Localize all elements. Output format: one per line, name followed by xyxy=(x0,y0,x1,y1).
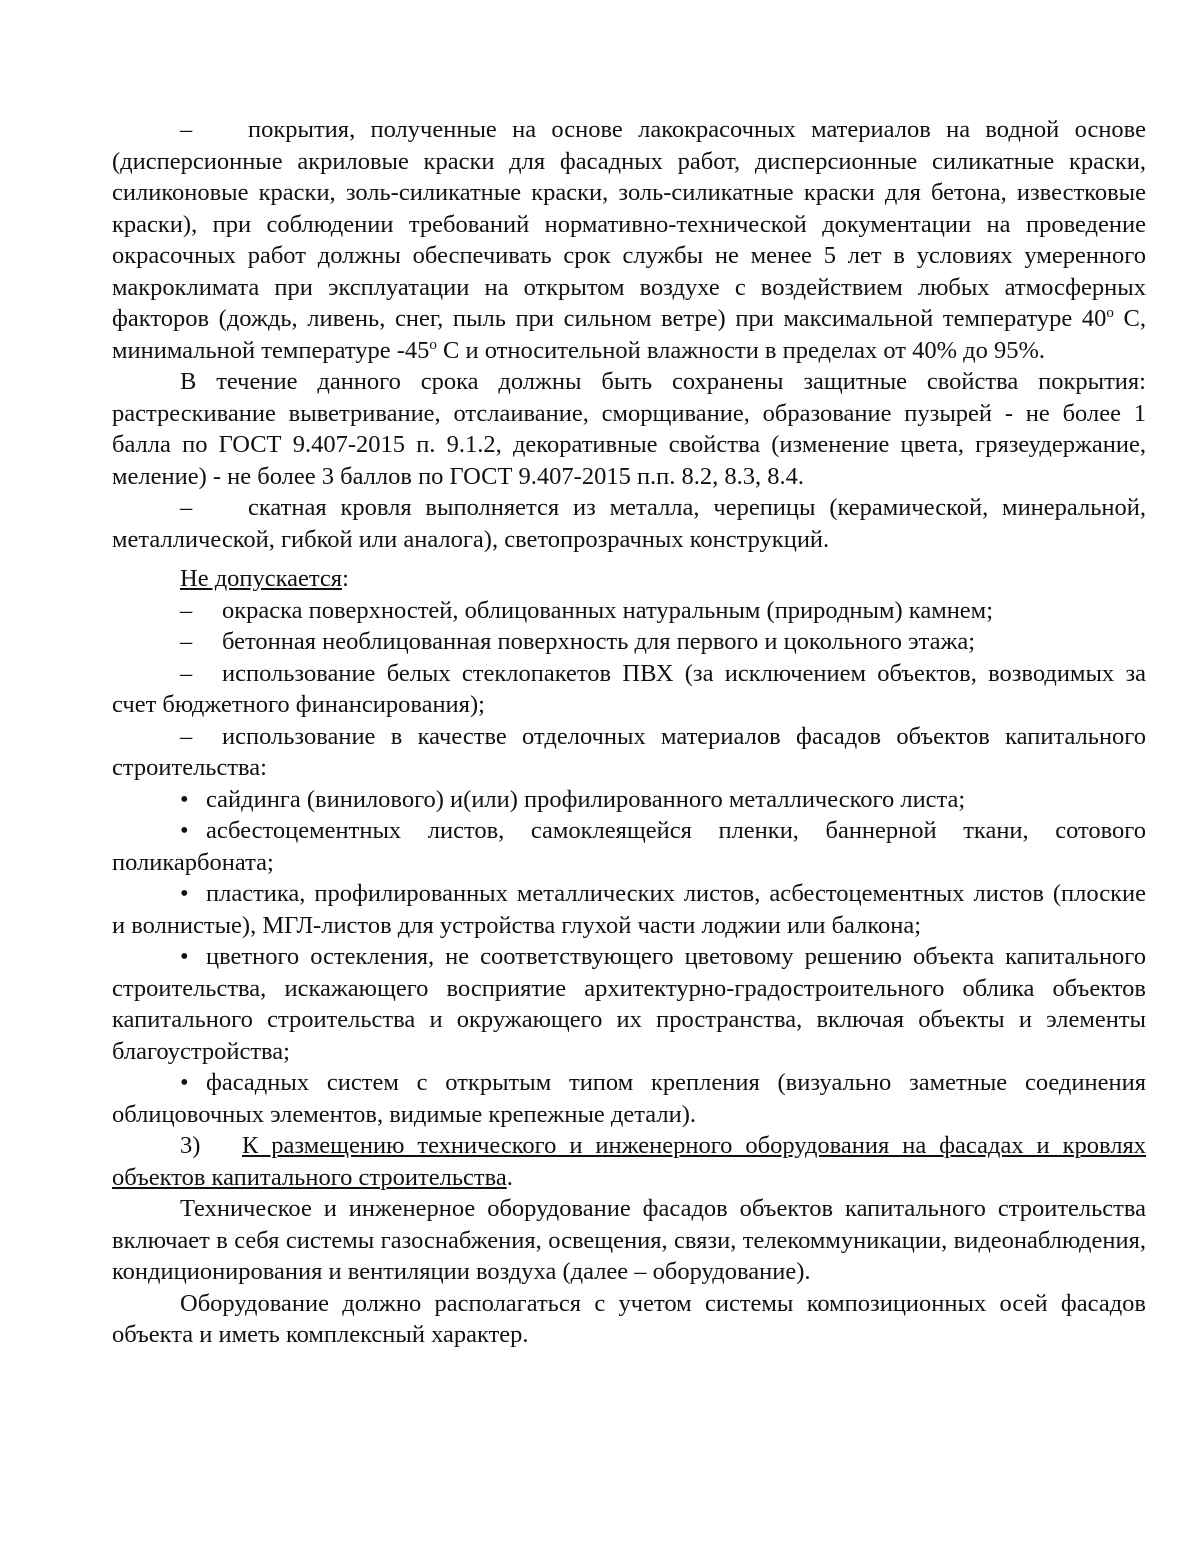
bullet-item: • сайдинга (винилового) и(или) профилированного металлического листа; xyxy=(112,784,1146,816)
bullet-item: • фасадных систем с открытым типом крепления (визуально заметные соединения облицовочных элементов, видимые крепежные детали). xyxy=(112,1069,1146,1128)
document-page xyxy=(112,114,1146,1351)
bullet-icon: • xyxy=(180,1069,189,1096)
list-item: – использование в качестве отделочных материалов фасадов объектов капитального строительства: xyxy=(112,722,1146,781)
bullet-item: • асбестоцементных листов, самоклеящейся пленки, баннерной ткани, сотового поликарбоната; xyxy=(112,817,1146,876)
section-heading-3: 3) К размещению технического и инженерного оборудования на фасадах и кровлях объектов капитального строительства. xyxy=(112,1132,1146,1191)
paragraph-protective-properties: В течение данного срока должны быть сохранены защитные свойства покрытия: растрескивание выветривание, отслаивание, сморщивание, образование пузырей - не более 1 балла по ГОСТ 9.407-2015 п. 9.1.2, декоративные свойства (изменение цвета, грязеудержание, меление) - не более 3 баллов по ГОСТ 9.407-2015 п.п. 8.2, 8.3, 8.4. xyxy=(112,368,1146,490)
degree-sup: o xyxy=(1106,305,1114,321)
bullet-icon: • xyxy=(180,880,189,907)
bullet-icon: • xyxy=(180,785,189,813)
bullet-item: • пластика, профилированных металлических листов, асбестоцементных листов (плоские и волнистые), МГЛ-листов для устройства глухой части лоджии или балкона; xyxy=(112,880,1146,939)
bullet-icon: • xyxy=(180,817,189,844)
bullet-item: • цветного остекления, не соответствующего цветовому решению объекта капитального строительства, искажающего восприятие архитектурно-градостроительного облика объектов капитального строительства и окружающего их пространства, включая объекты и элементы благоустройства; xyxy=(112,943,1146,1065)
paragraph-coatings: – покрытия, полученные на основе лакокрасочных материалов на водной основе (дисперсионные акриловые краски для фасадных работ, дисперсионные силикатные краски, силиконовые краски, золь-силикатные краски, золь-силикатные краски для бетона, известковые краски), при соблюдении требований нормативно-технической документации на проведение окрасочных работ должны обеспечивать срок службы не менее 5 лет в условиях умеренного макроклимата при эксплуатации на открытом воздухе с воздействием любых атмосферных факторов (дождь, ливень, снег, пыль при сильном ветре) при максимальной температуре 40$^o$ С, минимальной температуре -45$^o$ С и относительной влажности в пределах от 40% до 95%. xyxy=(112,116,1146,364)
dash-marker: – xyxy=(180,494,193,521)
list-item: – использование белых стеклопакетов ПВХ (за исключением объектов, возводимых за счет бюджетного финансирования); xyxy=(112,659,1146,718)
degree-sup: o xyxy=(429,336,437,353)
paragraph-placement: Оборудование должно располагаться с учетом системы композиционных осей фасадов объекта и иметь комплексный характер. xyxy=(112,1289,1146,1348)
list-item: – окраска поверхностей, облицованных натуральным (природным) камнем; xyxy=(180,596,993,624)
paragraph-roof: – скатная кровля выполняется из металла, черепицы (керамической, минеральной, металлической, гибкой или аналога), светопрозрачных конструкций. xyxy=(112,494,1146,553)
heading-not-allowed: Не допускается: xyxy=(180,565,349,592)
bullet-icon: • xyxy=(180,943,189,970)
paragraph-equipment: Техническое и инженерное оборудование фасадов объектов капитального строительства включает в себя системы газоснабжения, освещения, связи, телекоммуникации, видеонаблюдения, кондиционирования и вентиляции воздуха (далее – оборудование). xyxy=(112,1195,1146,1285)
dash-marker: – xyxy=(180,116,193,143)
list-item: – бетонная необлицованная поверхность для первого и цокольного этажа; xyxy=(180,628,976,655)
